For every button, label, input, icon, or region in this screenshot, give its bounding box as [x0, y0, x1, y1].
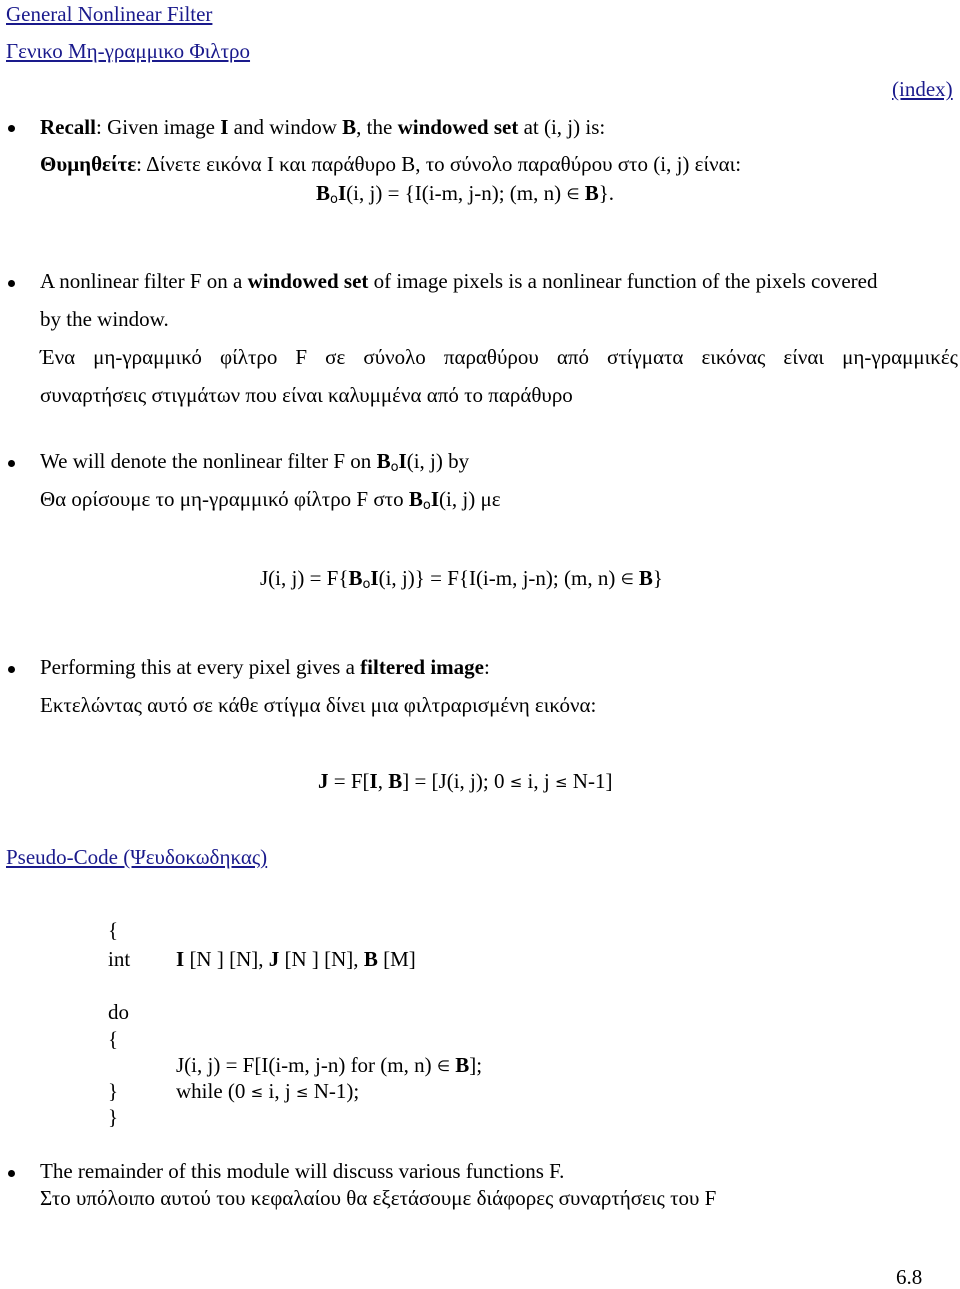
denote-text: We will denote the nonlinear filter F on BοI(i, j) by — [40, 449, 470, 475]
nonlinear-text-greek-cont: συναρτήσεις στιγμάτων που είναι καλυμμένα από το παράθυρο — [40, 383, 573, 407]
less-equal-icon: ≤ — [295, 1083, 309, 1101]
bullet-icon — [8, 280, 15, 287]
code-do-keyword: do — [108, 1000, 129, 1024]
nonlinear-text-cont: by the window. — [40, 307, 169, 331]
nonlinear-text: A nonlinear filter F on a windowed set of image pixels is a nonlinear function of the pixels covered — [40, 269, 878, 293]
remainder-text: The remainder of this module will discuss various functions F. — [40, 1159, 565, 1183]
code-while: while (0 ≤ i, j ≤ N-1); — [176, 1079, 360, 1103]
filtered-image-equation: J = F[I, B] = [J(i, j); 0 ≤ i, j ≤ N-1] — [318, 769, 613, 793]
bullet-icon — [8, 460, 15, 467]
windowed-set-formula: BοI(i, j) = {I(i-m, j-n); (m, n) ∈ B}. — [316, 181, 615, 207]
code-brace-close: } — [108, 1105, 119, 1129]
element-of-icon: ∈ — [436, 1057, 450, 1075]
element-of-icon: ∈ — [620, 570, 634, 588]
less-equal-icon: ≤ — [509, 773, 523, 791]
nonlinear-text-greek: Ένα μη-γραμμικό φίλτρο F σε σύνολο παραθύρου από στίγματα εικόνας είναι μη-γραμμικές — [40, 345, 958, 369]
bullet-icon — [8, 125, 15, 132]
less-equal-icon: ≤ — [554, 773, 568, 791]
code-body: J(i, j) = F[I(i-m, j-n) for (m, n) ∈ B]; — [176, 1053, 483, 1077]
code-declaration: I [N ] [N], J [N ] [N], B [M] — [176, 947, 416, 971]
code-brace-close: } — [108, 1079, 119, 1103]
filter-equation: J(i, j) = F{BοI(i, j)} = F{I(i-m, j-n); (m, n) ∈ B} — [260, 566, 664, 592]
performing-text: Performing this at every pixel gives a filtered image: — [40, 655, 490, 679]
index-link[interactable]: (index) — [892, 77, 953, 101]
page-title-greek[interactable]: Γενικο Μη-γραμμικο Φιλτρο — [6, 39, 251, 63]
page-number: 6.8 — [896, 1265, 923, 1289]
code-brace-open: { — [108, 918, 119, 942]
element-of-icon: ∈ — [566, 185, 580, 203]
pseudo-code-heading[interactable]: Pseudo-Code (Ψευδοκωδηκας) — [6, 845, 268, 869]
denote-text-greek: Θα ορίσουμε το μη-γραμμικό φίλτρο F στο BοI(i, j) με — [40, 487, 501, 513]
bullet-icon — [8, 1170, 15, 1177]
less-equal-icon: ≤ — [250, 1083, 264, 1101]
remainder-text-greek: Στο υπόλοιπο αυτού του κεφαλαίου θα εξετάσουμε διάφορες συναρτήσεις του F — [40, 1186, 717, 1210]
code-brace-open: { — [108, 1027, 119, 1051]
recall-text: Recall: Given image I and window B, the windowed set at (i, j) is: — [40, 115, 606, 139]
code-int-keyword: int — [108, 947, 131, 971]
page-title[interactable]: General Nonlinear Filter — [6, 2, 213, 26]
recall-text-greek: Θυμηθείτε: Δίνετε εικόνα Ι και παράθυρο Β, το σύνολο παραθύρου στο (i, j) είναι: — [40, 152, 742, 176]
performing-text-greek: Εκτελώντας αυτό σε κάθε στίγμα δίνει μια φιλτραρισμένη εικόνα: — [40, 693, 597, 717]
bullet-icon — [8, 666, 15, 673]
